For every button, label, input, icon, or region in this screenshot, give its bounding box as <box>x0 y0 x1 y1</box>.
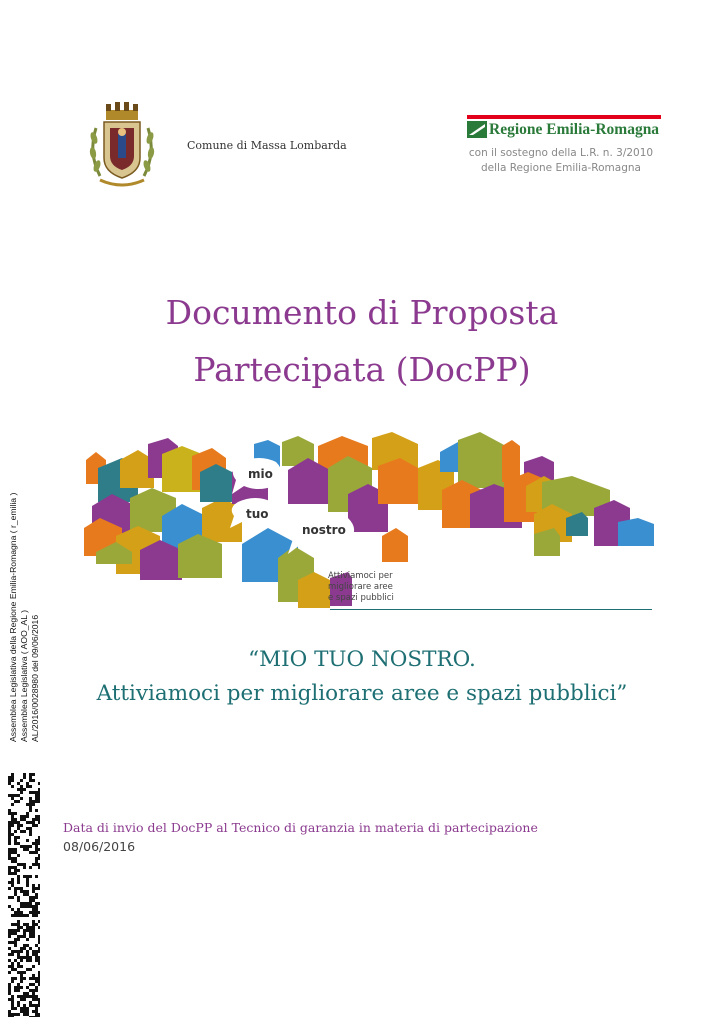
stamp-line-1: Assemblea Legislativa della Regione Emilia-Romagna ( r_emilia ) <box>8 492 18 742</box>
houses-illustration <box>82 432 656 614</box>
caption-line-3: e spazi pubblici <box>328 593 394 603</box>
stamp-line-2: Assemblea Legislativa ( AOO_AL ) <box>19 610 29 742</box>
region-name: Regione Emilia-Romagna <box>489 121 660 138</box>
comune-crest-logo <box>86 98 158 194</box>
bubble-tuo: tuo <box>246 507 269 521</box>
divider-line <box>330 609 652 610</box>
region-red-bar <box>467 115 661 119</box>
project-line-1: “MIO TUO NOSTRO. <box>248 647 476 672</box>
title-line-1: Documento di Proposta <box>165 293 559 332</box>
houses-right <box>418 432 654 556</box>
protocol-stamp <box>6 480 50 742</box>
region-emilia-romagna-logo-icon <box>467 121 487 138</box>
stamp-line-3: AL/2016/0028980 del 09/06/2016 <box>30 614 40 742</box>
project-line-2: Attiviamoci per migliorare aree e spazi pubblici” <box>96 681 628 706</box>
caption-line-2: migliorare aree <box>328 582 393 592</box>
bubble-mio: mio <box>248 467 273 481</box>
barcode-icon <box>8 773 40 1017</box>
submission-label: Data di invio del DocPP al Tecnico di garanzia in materia di partecipazione <box>63 820 538 835</box>
support-line-2: della Regione Emilia-Romagna <box>481 162 641 174</box>
submission-date: 08/06/2016 <box>63 839 136 854</box>
houses-left <box>84 438 242 580</box>
document-title <box>0 284 724 398</box>
project-title <box>0 643 724 711</box>
support-line-1: con il sostegno della L.R. n. 3/2010 <box>468 147 654 159</box>
region-support-text <box>456 146 666 176</box>
bubble-nostro: nostro <box>302 523 346 537</box>
caption-line-1: Attiviamoci per <box>328 571 393 581</box>
title-line-2: Partecipata (DocPP) <box>193 350 531 389</box>
comune-name: Comune di Massa Lombarda <box>187 139 347 152</box>
